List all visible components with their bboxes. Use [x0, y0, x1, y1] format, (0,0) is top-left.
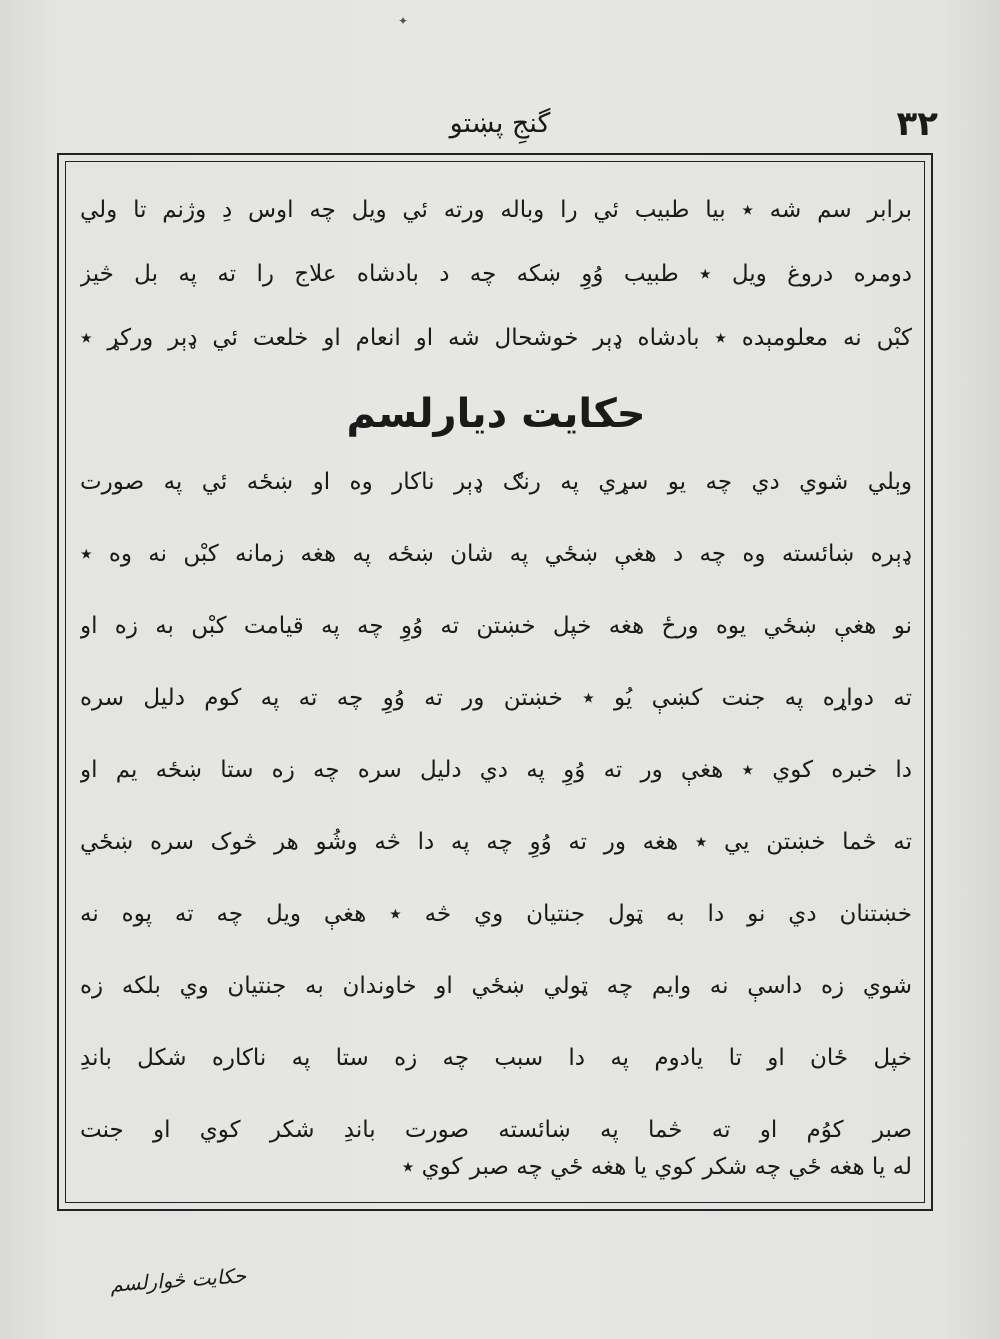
- story-heading: حکایت دیارلسم: [346, 391, 646, 437]
- text-line: دا خبره کوي ٭ هغې ور ته وُوِ په دي دلیل سره چه زه ستا ښځه یم او: [80, 757, 912, 783]
- running-title: گنجِ پښتو: [449, 108, 551, 139]
- text-line: خښتنان دي نو دا به ټول جنتیان وي څه ٭ هغې ویل چه ته پوه نه: [80, 901, 912, 927]
- text-line: برابر سم شه ٭ بیا طبیب ئي را وباله ورته ئي ویل چه اوس دِ وژنم تا ولي: [80, 197, 912, 223]
- text-line: دومره دروغ ویل ٭ طبیب وُوِ ښکه چه د بادشاه علاج را ته په بل څیز: [80, 261, 912, 287]
- text-line: ته څما خښتن یي ٭ هغه ور ته وُوِ چه په دا څه وشُو هر څوک سره ښځي: [80, 829, 912, 855]
- page-number: ۳۲: [896, 104, 938, 144]
- text-line: صبر کوُم او ته څما په ښائسته صورت باندِ شکر کوي او جنت: [80, 1117, 912, 1143]
- text-line-last: له یا هغه ځي چه شکر کوي یا هغه ځي چه صبر کوي ٭: [401, 1154, 912, 1180]
- text-line: کبْں نه معلومېده ٭ بادشاه ډېر خوشحال شه او انعام او خلعت ئي ډېر ورکړ ٭: [80, 325, 912, 351]
- text-line: ته دواړه په جنت کښې یُو ٭ خښتن ور ته وُوِ چه ته په کوم دلیل سره: [80, 685, 912, 711]
- body-text: [80, 172, 912, 1192]
- text-line: نو هغې ښځي یوه ورځ هغه خپل خښتن ته وُوِ چه په قیامت کبْں به زه او: [80, 613, 912, 639]
- paper-speck: ✦: [398, 14, 409, 28]
- text-line: ډېره ښائسته وه چه د هغې ښځي په شان ښځه په هغه زمانه کبْں نه وه ٭: [80, 541, 912, 567]
- text-line: خپل ځان او تا یادوم په دا سبب چه زه ستا په ناکاره شکل باندِ: [80, 1045, 912, 1071]
- text-line: وېلي شوي دي چه یو سړي په رنګ ډېر ناکار وه او ښځه ئي په صورت: [80, 469, 912, 495]
- text-line: شوي زه داسې نه وایم چه ټولي ښځي او خاوندان به جنتیان وي بلکه زه: [80, 973, 912, 999]
- catchword: حکایت څوارلسم: [109, 1263, 247, 1297]
